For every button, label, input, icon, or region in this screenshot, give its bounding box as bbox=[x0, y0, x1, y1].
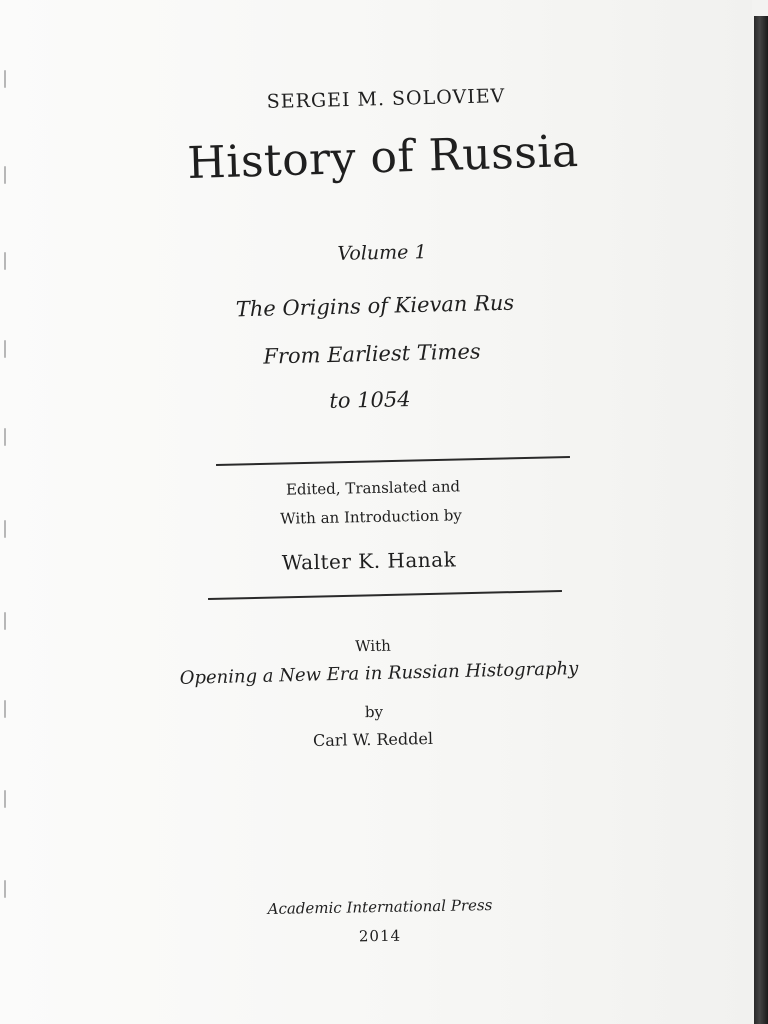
spine-edge bbox=[754, 16, 768, 1024]
edited-by-line-2: With an Introduction by bbox=[280, 506, 462, 528]
book-title: History of Russia bbox=[186, 125, 580, 190]
with-label: With bbox=[355, 636, 391, 656]
essay-title: Opening a New Era in Russian Histography bbox=[179, 658, 579, 689]
binding-mark bbox=[4, 880, 6, 898]
binding-mark bbox=[4, 428, 6, 446]
binding-mark bbox=[4, 70, 6, 88]
publisher-name: Academic International Press bbox=[267, 896, 493, 918]
binding-mark bbox=[4, 612, 6, 630]
binding-marks bbox=[0, 0, 14, 1024]
divider-rule-bottom bbox=[208, 590, 562, 600]
subtitle-line-1: The Origins of Kievan Rus bbox=[235, 290, 515, 322]
subtitle-line-2: From Earliest Times bbox=[263, 339, 481, 369]
subtitle-line-3: to 1054 bbox=[329, 387, 411, 413]
binding-mark bbox=[4, 166, 6, 184]
publication-year: 2014 bbox=[358, 926, 402, 946]
edited-by-line-1: Edited, Translated and bbox=[285, 477, 461, 499]
author-name: SERGEI M. SOLOVIEV bbox=[266, 85, 506, 113]
binding-mark bbox=[4, 252, 6, 270]
essay-author: Carl W. Reddel bbox=[312, 728, 434, 751]
editor-name: Walter K. Hanak bbox=[281, 547, 457, 575]
by-label: by bbox=[364, 702, 384, 722]
volume-label: Volume 1 bbox=[337, 241, 427, 265]
divider-rule-top bbox=[216, 456, 570, 466]
binding-mark bbox=[4, 790, 6, 808]
